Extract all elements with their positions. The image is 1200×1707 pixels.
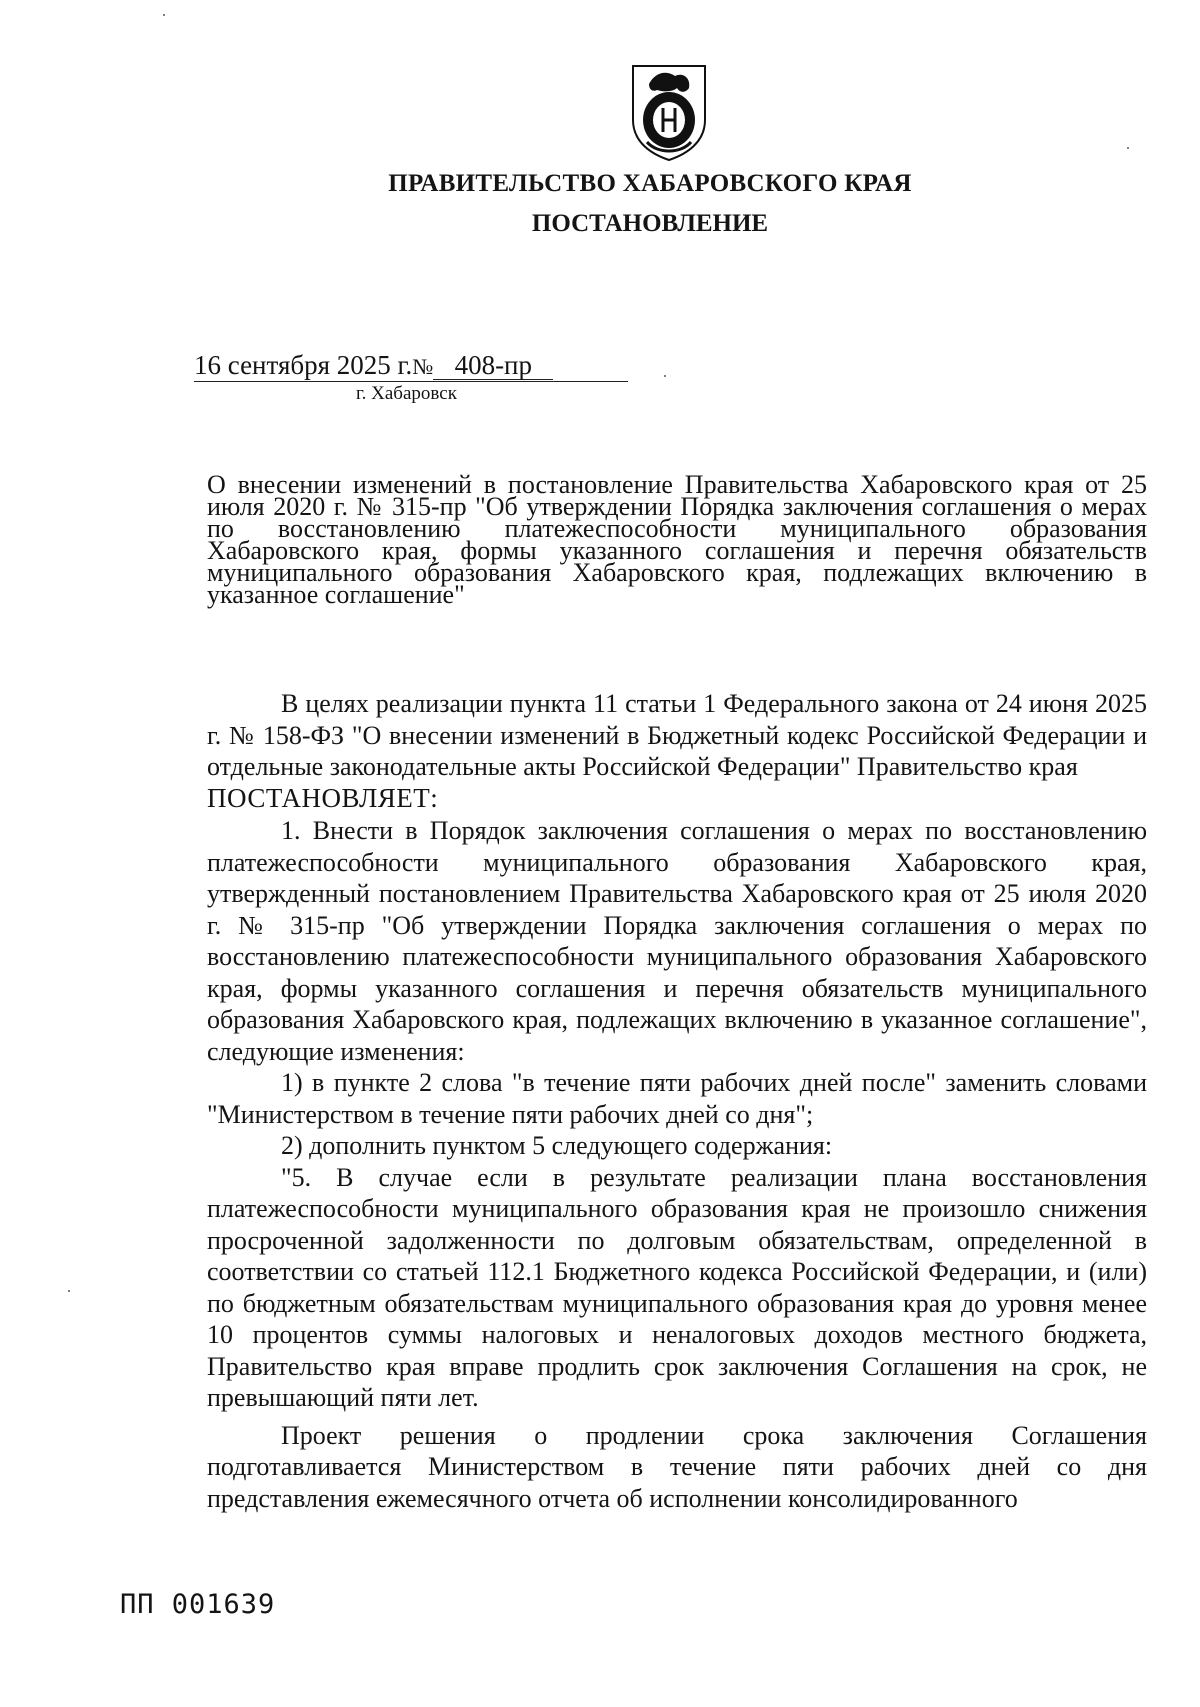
document-body [207,688,1147,1514]
number-label: № [412,354,434,379]
scan-speck [664,375,666,377]
date-underline [194,381,628,382]
government-title: ПРАВИТЕЛЬСТВО ХАБАРОВСКОГО КРАЯ [388,170,912,197]
subitem-1-paragraph: 1) в пункте 2 слова "в течение пяти рабочих дней после" заменить словами "Министерством в течение пяти рабочих дней со дня"; [207,1068,1147,1129]
point-5-paragraph: "5. В случае если в результате реализации плана восстановления платежеспособности муниципального образования края не произошло снижения просроченной задолженности по долговым обязательствам, определенной в соответствии со статьей 112.1 Бюджетного кодекса Российской Федерации, и (или) по бюджетным обязательствам муниципального образования края до уровня менее 10 процентов суммы налоговых и неналоговых доходов местного бюджета, Правительство края вправе продлить срок заключения Соглашения на срок, не превышающий пяти лет. [207,1162,1147,1412]
document-number: 408-пр [433,351,553,380]
scan-speck [1127,147,1129,149]
project-paragraph: Проект решения о продлении срока заключения Соглашения подготавливается Министерством в течение пяти рабочих дней со дня представления ежемесячного отчета об исполнении консолидированного [207,1420,1147,1513]
document-stamp: ПП 001639 [120,1589,276,1620]
document-type: ПОСТАНОВЛЕНИЕ [531,210,769,237]
preamble-paragraph: В целях реализации пункта 11 статьи 1 Федерального закона от 24 июня 2025 г. № 158-ФЗ "О внесении изменений в Бюджетный кодекс Российской Федерации и отдельные законодательные акты Российской Федерации" Правительство края [207,689,1147,781]
document-date: 16 сентября 2025 г. [194,350,413,380]
coat-of-arms-emblem [627,62,711,162]
subitem-2-paragraph: 2) дополнить пунктом 5 следующего содержания: [281,1131,833,1160]
scan-speck [68,1290,70,1292]
scan-speck [163,14,165,16]
document-subject: О внесении изменений в постановление Правительства Хабаровского края от 25 июля 2020 г. № 315-пр "Об утверждении Порядка заключения соглашения о мерах по восстановлению платежеспособности муниципального образования Хабаровского края, формы указанного соглашения и перечня обязательств муниципального образования Хабаровского края, подлежащих включению в указанное соглашение" [207,470,1147,609]
city-name: г. Хабаровск [356,383,457,404]
decree-word: ПОСТАНОВЛЯЕТ: [207,782,439,813]
item-1-paragraph: 1. Внести в Порядок заключения соглашения о мерах по восстановлению платежеспособности муниципального образования Хабаровского края, утвержденный постановлением Правительства Хабаровского края от 25 июля 2020 г. № 315-пр "Об утверждении Порядка заключения соглашения о мерах по восстановлению платежеспособности муниципального образования Хабаровского края, формы указанного соглашения и перечня обязательств муниципального образования Хабаровского края, подлежащих включению в указанное соглашение", следующие изменения: [207,816,1147,1066]
date-number-line [194,350,553,381]
